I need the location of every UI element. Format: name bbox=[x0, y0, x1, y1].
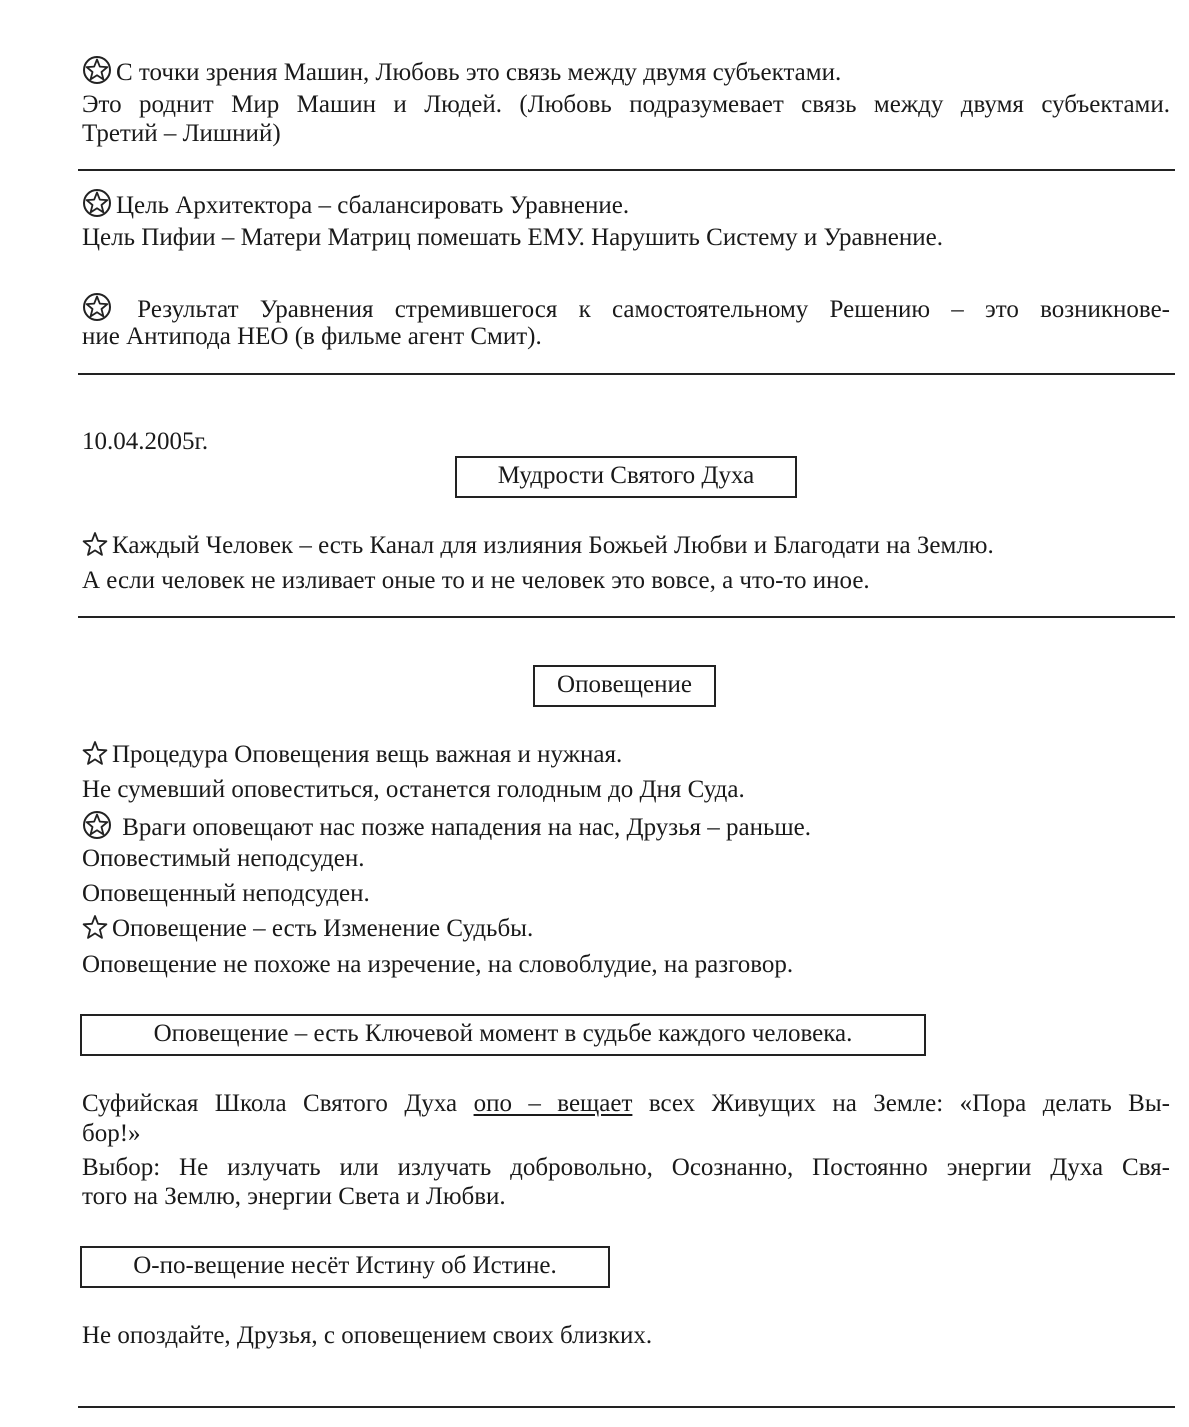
key-moment-box: Оповещение – есть Ключевой момент в судьбе каждого человека. bbox=[80, 1014, 926, 1056]
statement-text: С точки зрения Машин, Любовь это связь между двумя субъектами. bbox=[116, 59, 842, 86]
divider bbox=[78, 169, 1175, 171]
circled-star-icon bbox=[82, 292, 116, 322]
text-line: Оповестимый неподсуден. bbox=[82, 845, 365, 872]
text-line: бор!» bbox=[82, 1120, 141, 1147]
text-line bbox=[82, 810, 811, 843]
text-line: Оповещение не похоже на изречение, на словоблудие, на разговор. bbox=[82, 951, 794, 978]
text-line bbox=[82, 292, 1170, 325]
text-line bbox=[82, 55, 841, 88]
star-outline-icon bbox=[82, 914, 112, 940]
text-fragment: Суфийская Школа Святого Духа bbox=[82, 1090, 458, 1117]
divider bbox=[78, 373, 1175, 375]
text-line: Это роднит Мир Машин и Людей. (Любовь подразумевает связь между двумя субъектами. bbox=[82, 91, 1170, 118]
statement-text: Результат Уравнения стремившегося к самостоятельному Решению – это возникнове- bbox=[137, 296, 1171, 323]
text-line: А если человек не изливает оные то и не человек это вовсе, а что-то иное. bbox=[82, 567, 870, 594]
statement-text: Цель Архитектора – сбалансировать Уравнение. bbox=[116, 192, 630, 219]
statement-text: Враги оповещают нас позже нападения на нас, Друзья – раньше. bbox=[122, 814, 812, 841]
text-line bbox=[82, 188, 629, 221]
statement-text: Процедура Оповещения вещь важная и нужная. bbox=[112, 741, 623, 768]
closing-line: Не опоздайте, Друзья, с оповещением своих близких. bbox=[82, 1322, 653, 1349]
heading-box-notice: Оповещение bbox=[533, 665, 716, 707]
text-line: Цель Пифии – Матери Матриц помешать ЕМУ. Нарушить Систему и Уравнение. bbox=[82, 224, 944, 251]
circled-star-icon bbox=[82, 55, 116, 85]
underlined-word: опо – вещает bbox=[473, 1090, 633, 1117]
statement-text: Оповещение – есть Изменение Судьбы. bbox=[112, 915, 534, 942]
text-line: Не сумевший оповеститься, останется голодным до Дня Суда. bbox=[82, 776, 745, 803]
date: 10.04.2005г. bbox=[82, 428, 209, 455]
circled-star-icon bbox=[82, 810, 116, 840]
text-line bbox=[82, 531, 994, 561]
text-line: Оповещенный неподсуден. bbox=[82, 880, 370, 907]
statement-text: Каждый Человек – есть Канал для излияния Божьей Любви и Благодати на Землю. bbox=[112, 532, 994, 559]
text-line bbox=[82, 740, 622, 770]
star-outline-icon bbox=[82, 740, 112, 766]
text-line bbox=[82, 914, 533, 944]
truth-box: О-по-вещение несёт Истину об Истине. bbox=[80, 1246, 610, 1288]
circled-star-icon bbox=[82, 188, 116, 218]
text-line bbox=[82, 1089, 1170, 1119]
star-outline-icon bbox=[82, 531, 112, 557]
text-fragment: всех Живущих на Земле: «Пора делать Вы- bbox=[648, 1090, 1170, 1117]
text-line: Третий – Лишний) bbox=[82, 120, 281, 147]
heading-box-wisdom: Мудрости Святого Духа bbox=[455, 456, 797, 498]
text-line: Выбор: Не излучать или излучать добровольно, Осознанно, Постоянно энергии Духа Свя- bbox=[82, 1154, 1170, 1181]
divider bbox=[78, 616, 1175, 618]
divider bbox=[78, 1406, 1175, 1408]
text-line: ние Антипода НЕО (в фильме агент Смит). bbox=[82, 323, 542, 350]
text-line: того на Землю, энергии Света и Любви. bbox=[82, 1183, 506, 1210]
